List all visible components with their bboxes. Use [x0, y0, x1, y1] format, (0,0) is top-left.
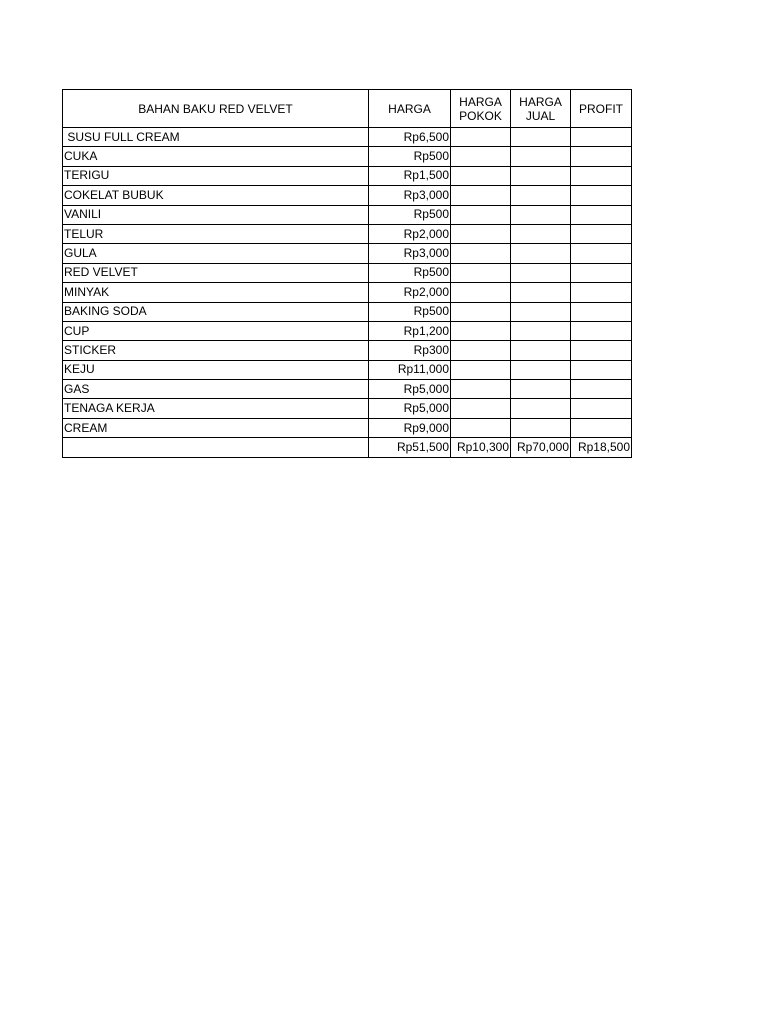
- profit-cell: [571, 380, 632, 399]
- harga-pokok-cell: [451, 186, 511, 205]
- total-harga: Rp51,500: [369, 438, 451, 457]
- profit-cell: [571, 302, 632, 321]
- harga-cell: Rp2,000: [369, 224, 451, 243]
- harga-cell: Rp500: [369, 263, 451, 282]
- table-row: [63, 283, 632, 302]
- header-profit: PROFIT: [571, 90, 632, 128]
- harga-jual-cell: [511, 244, 571, 263]
- table-row: [63, 418, 632, 437]
- harga-cell: Rp9,000: [369, 418, 451, 437]
- harga-pokok-cell: [451, 128, 511, 147]
- harga-pokok-cell: [451, 321, 511, 340]
- header-harga-pokok: HARGA POKOK: [451, 90, 511, 128]
- harga-cell: Rp3,000: [369, 244, 451, 263]
- table-row: [63, 321, 632, 340]
- harga-pokok-cell: [451, 418, 511, 437]
- totals-label-cell: [63, 438, 369, 457]
- profit-cell: [571, 224, 632, 243]
- profit-cell: [571, 283, 632, 302]
- ingredient-name-cell: GAS: [63, 380, 369, 399]
- harga-cell: Rp6,500: [369, 128, 451, 147]
- harga-jual-cell: [511, 341, 571, 360]
- ingredient-name-cell: CREAM: [63, 418, 369, 437]
- table-row: [63, 186, 632, 205]
- table-row: [63, 128, 632, 147]
- ingredient-name-cell: GULA: [63, 244, 369, 263]
- profit-cell: [571, 263, 632, 282]
- total-harga-pokok: Rp10,300: [451, 438, 511, 457]
- ingredient-name-cell: TENAGA KERJA: [63, 399, 369, 418]
- harga-cell: Rp500: [369, 147, 451, 166]
- table-row: [63, 244, 632, 263]
- table-row: [63, 302, 632, 321]
- harga-pokok-cell: [451, 341, 511, 360]
- table-row: [63, 399, 632, 418]
- totals-row: [63, 438, 632, 457]
- harga-cell: Rp11,000: [369, 360, 451, 379]
- harga-cell: Rp500: [369, 205, 451, 224]
- harga-jual-cell: [511, 418, 571, 437]
- table-body: [63, 128, 632, 438]
- harga-jual-cell: [511, 166, 571, 185]
- harga-jual-cell: [511, 205, 571, 224]
- table-row: [63, 224, 632, 243]
- header-harga-jual: HARGA JUAL: [511, 90, 571, 128]
- harga-jual-cell: [511, 128, 571, 147]
- profit-cell: [571, 128, 632, 147]
- profit-cell: [571, 321, 632, 340]
- harga-jual-cell: [511, 147, 571, 166]
- harga-pokok-cell: [451, 399, 511, 418]
- cost-table: [62, 89, 632, 458]
- harga-cell: Rp2,000: [369, 283, 451, 302]
- table-row: [63, 263, 632, 282]
- harga-jual-cell: [511, 302, 571, 321]
- harga-pokok-cell: [451, 283, 511, 302]
- table-row: [63, 341, 632, 360]
- harga-cell: Rp1,200: [369, 321, 451, 340]
- ingredient-name-cell: SUSU FULL CREAM: [63, 128, 369, 147]
- harga-pokok-cell: [451, 224, 511, 243]
- harga-jual-cell: [511, 321, 571, 340]
- ingredient-name-cell: VANILI: [63, 205, 369, 224]
- ingredient-name-cell: CUP: [63, 321, 369, 340]
- harga-pokok-cell: [451, 360, 511, 379]
- harga-jual-cell: [511, 263, 571, 282]
- harga-jual-cell: [511, 224, 571, 243]
- harga-cell: Rp5,000: [369, 380, 451, 399]
- profit-cell: [571, 205, 632, 224]
- profit-cell: [571, 399, 632, 418]
- profit-cell: [571, 244, 632, 263]
- harga-jual-cell: [511, 360, 571, 379]
- harga-cell: Rp3,000: [369, 186, 451, 205]
- header-row: [63, 90, 632, 128]
- profit-cell: [571, 418, 632, 437]
- harga-jual-cell: [511, 283, 571, 302]
- harga-pokok-cell: [451, 147, 511, 166]
- ingredient-name-cell: CUKA: [63, 147, 369, 166]
- table-row: [63, 360, 632, 379]
- ingredient-name-cell: TELUR: [63, 224, 369, 243]
- harga-cell: Rp500: [369, 302, 451, 321]
- header-harga: HARGA: [369, 90, 451, 128]
- ingredient-name-cell: MINYAK: [63, 283, 369, 302]
- ingredient-name-cell: TERIGU: [63, 166, 369, 185]
- profit-cell: [571, 360, 632, 379]
- profit-cell: [571, 186, 632, 205]
- profit-cell: [571, 147, 632, 166]
- total-harga-jual: Rp70,000: [511, 438, 571, 457]
- total-profit: Rp18,500: [571, 438, 632, 457]
- profit-cell: [571, 166, 632, 185]
- harga-cell: Rp300: [369, 341, 451, 360]
- harga-pokok-cell: [451, 302, 511, 321]
- ingredient-name-cell: BAKING SODA: [63, 302, 369, 321]
- harga-pokok-cell: [451, 205, 511, 224]
- harga-jual-cell: [511, 399, 571, 418]
- harga-pokok-cell: [451, 263, 511, 282]
- harga-pokok-cell: [451, 166, 511, 185]
- table-row: [63, 147, 632, 166]
- table-row: [63, 205, 632, 224]
- table-row: [63, 166, 632, 185]
- harga-pokok-cell: [451, 244, 511, 263]
- ingredient-name-cell: RED VELVET: [63, 263, 369, 282]
- harga-jual-cell: [511, 380, 571, 399]
- header-bahan-baku: BAHAN BAKU RED VELVET: [63, 90, 369, 128]
- profit-cell: [571, 341, 632, 360]
- ingredient-name-cell: COKELAT BUBUK: [63, 186, 369, 205]
- ingredient-name-cell: STICKER: [63, 341, 369, 360]
- ingredient-name-cell: KEJU: [63, 360, 369, 379]
- harga-cell: Rp5,000: [369, 399, 451, 418]
- table-row: [63, 380, 632, 399]
- harga-cell: Rp1,500: [369, 166, 451, 185]
- harga-jual-cell: [511, 186, 571, 205]
- harga-pokok-cell: [451, 380, 511, 399]
